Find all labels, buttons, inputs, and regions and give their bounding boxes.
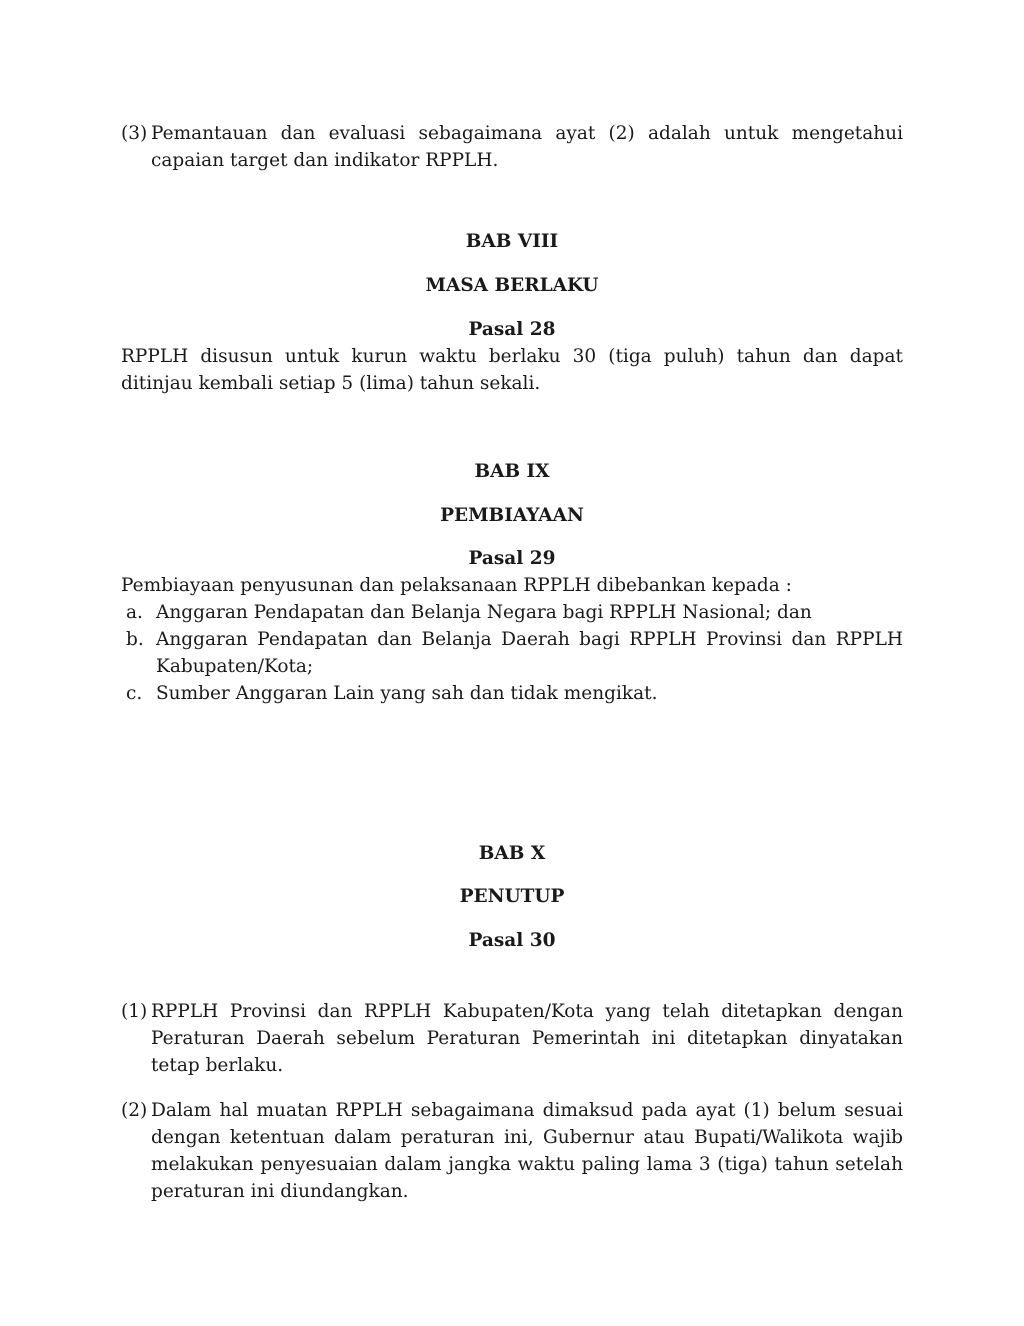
article-29-block [121, 572, 903, 707]
list-item [121, 599, 903, 626]
article-heading: Pasal 28 [468, 319, 556, 340]
ayat-3-block [121, 120, 903, 174]
article-intro: Pembiayaan penyusunan dan pelaksanaan RPPLH dibebankan kepada : [121, 575, 792, 596]
article-28-text: RPPLH disusun untuk kurun waktu berlaku 30 (tiga puluh) tahun dan dapat ditinjau kembali setiap 5 (lima) tahun sekali. [121, 346, 903, 394]
item-text: Dalam hal muatan RPPLH sebagaimana dimaksud pada ayat (1) belum sesuai dengan ketentuan dalam peraturan ini, Gubernur atau Bupati/Walikota wajib melakukan penyesuaian dalam jangka waktu paling lama 3 (tiga) tahun setelah peraturan ini diundangkan. [151, 1100, 903, 1202]
chapter-title: BAB X [478, 843, 546, 864]
item-text: Anggaran Pendapatan dan Belanja Daerah bagi RPPLH Provinsi dan RPPLH Kabupaten/Kota; [156, 629, 903, 677]
article-30-item-2 [121, 1097, 903, 1205]
list-item [121, 998, 903, 1079]
list-item [121, 626, 903, 680]
list-item [121, 1097, 903, 1205]
article-heading: Pasal 29 [468, 548, 556, 569]
article-30-item-1 [121, 998, 903, 1079]
chapter-subtitle: PEMBIAYAAN [440, 505, 584, 526]
list-item [121, 120, 903, 174]
item-text: RPPLH Provinsi dan RPPLH Kabupaten/Kota yang telah ditetapkan dengan Peraturan Daerah sebelum Peraturan Pemerintah ini ditetapkan dinyatakan tetap berlaku. [151, 1001, 903, 1076]
item-number: (3) [121, 123, 148, 144]
item-letter: c. [126, 683, 143, 704]
chapter-subtitle: PENUTUP [459, 886, 565, 907]
item-letter: b. [126, 629, 144, 650]
item-text: Pemantauan dan evaluasi sebagaimana ayat (2) adalah untuk mengetahui capaian target dan indikator RPPLH. [151, 123, 903, 171]
item-number: (2) [121, 1100, 148, 1121]
item-number: (1) [121, 1001, 148, 1022]
chapter-title: BAB IX [474, 461, 550, 482]
chapter-subtitle: MASA BERLAKU [425, 275, 599, 296]
list-item [121, 680, 903, 707]
item-text: Anggaran Pendapatan dan Belanja Negara bagi RPPLH Nasional; dan [156, 602, 812, 623]
article-heading: Pasal 30 [468, 930, 556, 951]
item-letter: a. [126, 602, 143, 623]
item-text: Sumber Anggaran Lain yang sah dan tidak mengikat. [156, 683, 658, 704]
chapter-title: BAB VIII [465, 231, 559, 252]
